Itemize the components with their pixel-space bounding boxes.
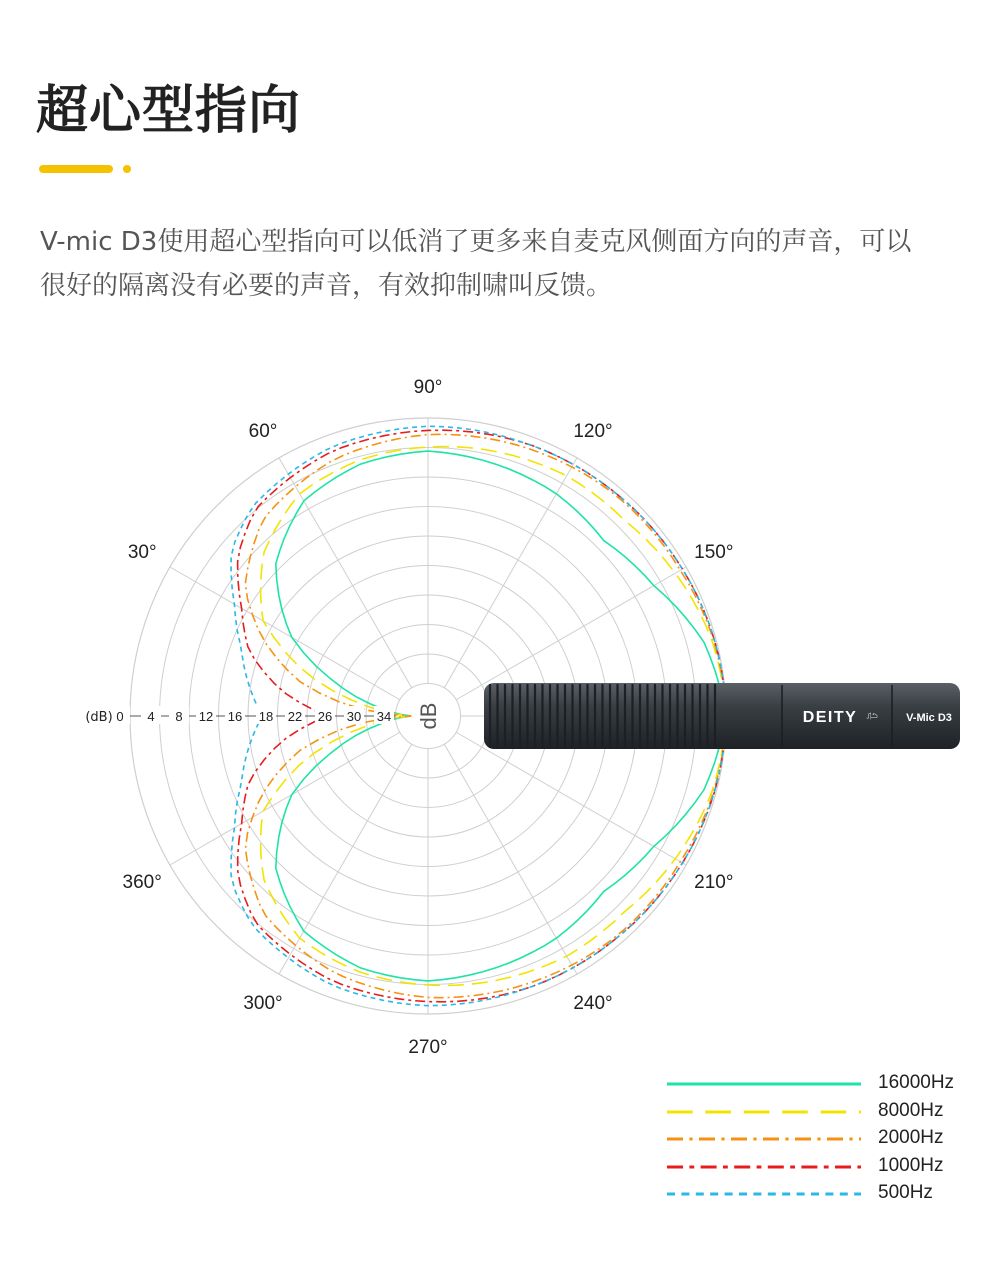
grid-spoke [170,567,400,700]
angle-label: 210° [694,872,734,893]
grid-spoke [279,744,412,974]
grid-spoke [170,732,400,865]
chart-legend [660,1072,980,1212]
grid-spoke [444,458,577,688]
legend-label: 16000Hz [878,1072,955,1093]
angle-label: 360° [122,872,162,893]
angle-label: 120° [573,421,613,443]
radial-axis-label: dB [416,702,441,730]
title-accent-dot [123,165,131,173]
radial-unit-label: (dB) [85,710,113,725]
radial-tick-label: 34 [376,709,392,724]
radial-tick-label: 26 [317,709,333,724]
legend-swatch [666,1161,862,1173]
mic-model-label: V-Mic D3 [906,712,952,724]
angle-label: 30° [127,542,157,563]
radial-tick-label: 30 [346,709,362,724]
radial-tick-label: 22 [287,709,303,724]
title-accent-bar [39,165,113,173]
legend-label: 2000Hz [878,1127,944,1148]
mic-mark-label: ট [867,712,881,720]
legend-swatch [666,1188,862,1200]
radial-tick-label: 4 [147,709,155,724]
legend-item [660,1100,980,1126]
angle-label: 60° [248,421,278,443]
angle-label: 90° [413,377,443,398]
legend-label: 1000Hz [878,1154,944,1176]
page-title: 超心型指向 [36,81,302,141]
legend-label: 500Hz [878,1182,933,1203]
legend-item [660,1155,980,1181]
angle-label: 240° [573,992,613,1014]
description: V-mic D3使用超心型指向可以低消了更多来自麦克风侧面方向的声音，可以很好的隔离没有必要的声音，有效抑制啸叫反馈。 [40,227,912,301]
radial-tick-label: 0 [116,709,124,724]
grid-spoke [456,567,686,700]
mic-body [484,683,960,749]
radial-tick-label: 18 [258,709,274,724]
mic-brand-label: DEITY [802,709,858,726]
radial-tick-label: 16 [227,709,243,724]
grid-spoke [456,732,686,865]
radial-tick-label: 12 [198,709,214,724]
angle-label: 300° [243,992,283,1014]
legend-item [660,1182,980,1208]
angle-label: 150° [694,542,734,563]
microphone-illustration [484,683,960,749]
legend-item [660,1072,980,1098]
grid-spoke [279,458,412,688]
legend-swatch [666,1078,862,1090]
legend-item [660,1127,980,1153]
angle-label: 270° [408,1037,448,1058]
radial-tick-label: 8 [175,709,183,724]
polar-pattern-chart [0,340,990,1060]
grid-spoke [444,744,577,974]
legend-swatch [666,1133,862,1145]
legend-swatch [666,1106,862,1118]
legend-label: 8000Hz [878,1099,944,1121]
